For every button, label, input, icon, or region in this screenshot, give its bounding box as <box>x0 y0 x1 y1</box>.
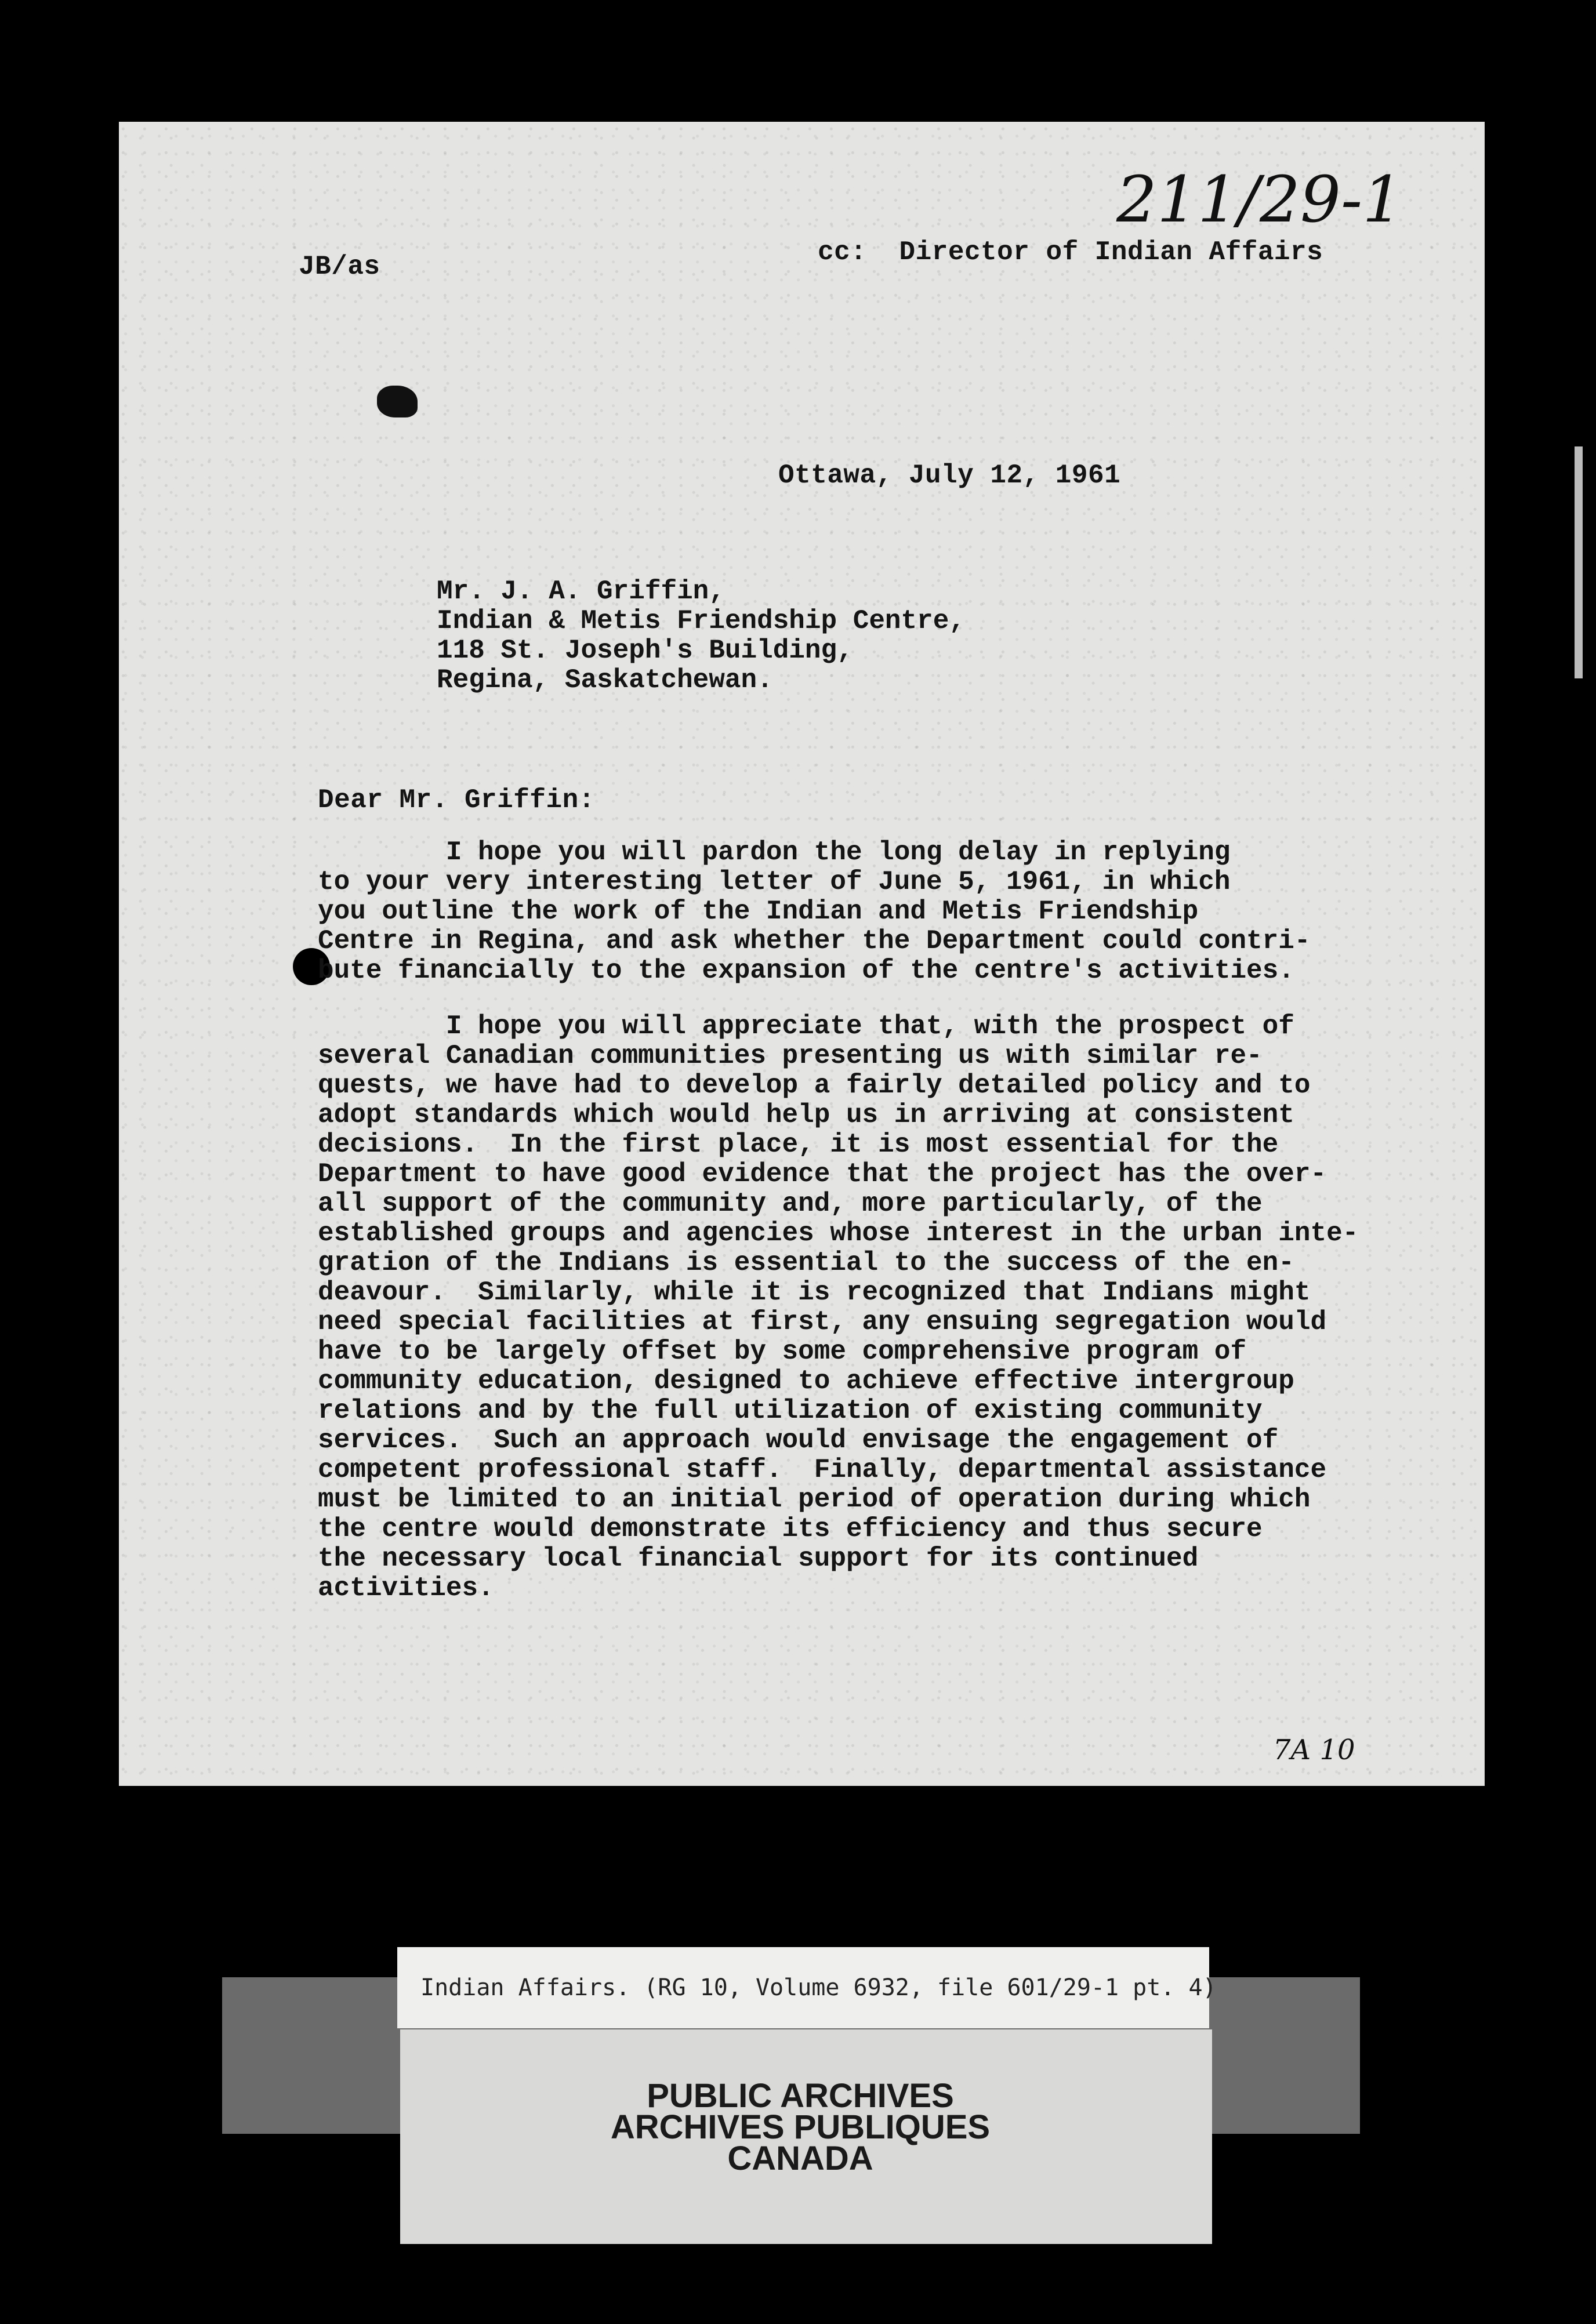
letter-page <box>119 122 1485 1786</box>
paragraph-line: established groups and agencies whose interest in the urban inte- <box>318 1218 1359 1248</box>
paragraph-line: Centre in Regina, and ask whether the Department could contri- <box>318 926 1311 956</box>
corner-note-handwritten: 7A 10 <box>1273 1734 1355 1766</box>
paragraph-line: activities. <box>318 1573 494 1603</box>
paragraph-2 <box>318 1012 1420 1603</box>
paragraph-line: adopt standards which would help us in arriving at consistent <box>318 1100 1294 1130</box>
paragraph-line: I hope you will pardon the long delay in replying <box>318 837 1231 867</box>
paragraph-1 <box>318 838 1420 986</box>
letter-date: Ottawa, July 12, 1961 <box>778 460 1121 491</box>
paragraph-line: several Canadian communities presenting us with similar re- <box>318 1041 1263 1071</box>
paragraph-line: must be limited to an initial period of operation during which <box>318 1484 1311 1515</box>
paragraph-line: deavour. Similarly, while it is recognized that Indians might <box>318 1277 1311 1308</box>
paragraph-line: Department to have good evidence that the project has the over- <box>318 1159 1327 1189</box>
paragraph-line: relations and by the full utilization of existing community <box>318 1396 1263 1426</box>
margin-smudge <box>377 386 418 417</box>
salutation: Dear Mr. Griffin: <box>318 785 595 815</box>
file-number-handwritten: 211/29-1 <box>1116 162 1403 237</box>
paragraph-line: services. Such an approach would envisage the engagement of <box>318 1425 1279 1455</box>
typist-initials: JB/as <box>299 252 380 282</box>
paragraph-line: quests, we have had to develop a fairly detailed policy and to <box>318 1070 1311 1101</box>
stamp-line: PUBLIC ARCHIVES <box>647 2077 954 2115</box>
stamp-line: CANADA <box>727 2140 873 2177</box>
paragraph-line: competent professional staff. Finally, departmental assistance <box>318 1455 1327 1485</box>
address-line: Regina, Saskatchewan. <box>437 665 773 695</box>
public-archives-stamp <box>580 2077 1021 2177</box>
cc-line: cc: Director of Indian Affairs <box>818 237 1323 267</box>
address-line: 118 St. Joseph's Building, <box>437 636 853 666</box>
paragraph-line: to your very interesting letter of June 5, 1961, in which <box>318 867 1231 897</box>
recipient-address <box>437 577 1539 695</box>
paragraph-line: all support of the community and, more particularly, of the <box>318 1189 1263 1219</box>
archive-reference-card: Indian Affairs. (RG 10, Volume 6932, file 601/29-1 pt. 4) <box>397 1947 1209 2028</box>
paragraph-line: I hope you will appreciate that, with the prospect of <box>318 1011 1294 1041</box>
stamp-line: ARCHIVES PUBLIQUES <box>610 2108 991 2146</box>
paragraph-line: have to be largely offset by some comprehensive program of <box>318 1337 1247 1367</box>
paragraph-line: decisions. In the first place, it is most essential for the <box>318 1130 1279 1160</box>
paragraph-line: you outline the work of the Indian and Metis Friendship <box>318 896 1199 927</box>
address-line: Mr. J. A. Griffin, <box>437 576 725 607</box>
paragraph-line: bute financially to the expansion of the centre's activities. <box>318 956 1294 986</box>
address-line: Indian & Metis Friendship Centre, <box>437 606 965 636</box>
paragraph-line: the necessary local financial support for its continued <box>318 1544 1199 1574</box>
page-edge-mark <box>1575 446 1583 678</box>
paragraph-line: need special facilities at first, any ensuing segregation would <box>318 1307 1327 1337</box>
paragraph-line: community education, designed to achieve effective intergroup <box>318 1366 1294 1396</box>
paragraph-line: gration of the Indians is essential to the success of the en- <box>318 1248 1294 1278</box>
paragraph-line: the centre would demonstrate its efficiency and thus secure <box>318 1514 1263 1544</box>
